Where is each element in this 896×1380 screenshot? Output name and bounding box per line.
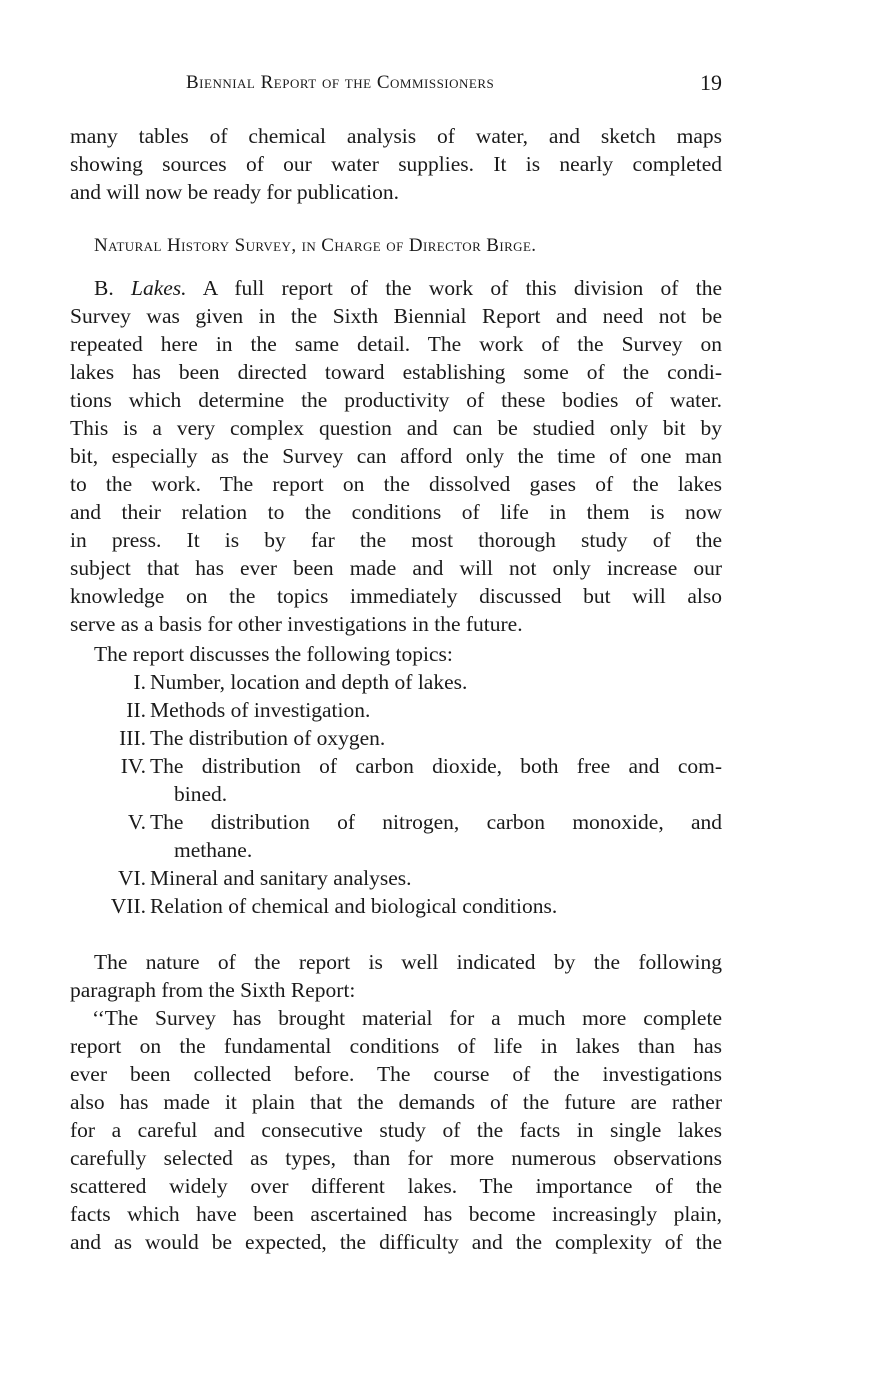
list-continuation: bined. [174,782,228,806]
page-number: 19 [700,70,722,95]
list-text: Relation of chemical and biological conditions. [150,894,558,918]
list-number: III. [119,726,146,750]
text-line: paragraph from the Sixth Report: [70,978,356,1002]
text-line [70,274,722,302]
text-line: to the work. The report on the dissolved gases of the lakes [70,472,722,496]
text-line: in press. It is by far the most thorough study of the [70,528,722,552]
quote-line: also has made it plain that the demands of the future are rather [70,1090,722,1114]
quote-line: scattered widely over different lakes. The importance of the [70,1174,722,1198]
text-line: knowledge on the topics immediately discussed but will also [70,584,722,608]
list-text: The distribution of nitrogen, carbon monoxide, and [150,810,722,834]
list-text: Methods of investigation. [150,698,371,722]
text-line: lakes has been directed toward establishing some of the condi- [70,360,722,384]
list-item [70,724,722,752]
lead-italic: Lakes. [131,276,187,300]
list-continuation: methane. [174,838,253,862]
list-item [70,864,722,892]
list-item [70,696,722,724]
section-heading: Natural History Survey, in Charge of Director Birge. [94,235,537,256]
quote-line: for a careful and consecutive study of the facts in single lakes [70,1118,722,1142]
text-line: tions which determine the productivity of these bodies of water. [70,388,722,412]
text-line: many tables of chemical analysis of water, and sketch maps [70,124,722,148]
running-head [70,70,722,102]
text-line: subject that has ever been made and will not only increase our [70,556,722,580]
text-line: This is a very complex question and can be studied only bit by [70,416,722,440]
list-item [70,892,722,920]
text-line: and will now be ready for publication. [70,180,399,204]
quote-line: carefully selected as types, than for more numerous observations [70,1146,722,1170]
lead-letter: B. [94,276,114,300]
quote-line: and as would be expected, the difficulty and the complexity of the [70,1230,722,1254]
list-text: The distribution of carbon dioxide, both free and com- [150,754,722,778]
list-item [70,752,722,780]
quote-line: facts which have been ascertained has become increasingly plain, [70,1202,722,1226]
topics-intro: The report discusses the following topics: [94,642,453,666]
text-line: repeated here in the same detail. The work of the Survey on [70,332,722,356]
list-text: Number, location and depth of lakes. [150,670,468,694]
list-number: VI. [117,866,146,890]
quote-line: report on the fundamental conditions of life in lakes than has [70,1034,722,1058]
list-number: VII. [110,894,146,918]
running-title: Biennial Report of the Commissioners [186,72,495,93]
text-line: bit, especially as the Survey can afford only the time of one man [70,444,722,468]
quote-line: ever been collected before. The course of the investigations [70,1062,722,1086]
list-text: The distribution of oxygen. [150,726,386,750]
list-number: IV. [120,754,146,778]
list-item [70,808,722,836]
list-text: Mineral and sanitary analyses. [150,866,412,890]
list-number: II. [126,698,146,722]
quote-line: ‘‘The Survey has brought material for a much more complete [92,1006,722,1030]
lead-rest: A full report of the work of this division of the [202,276,722,300]
list-item [70,668,722,696]
text-line: serve as a basis for other investigations in the future. [70,612,523,636]
list-number: I. [133,670,146,694]
text-line: showing sources of our water supplies. It is nearly completed [70,152,722,176]
text-line: and their relation to the conditions of life in them is now [70,500,722,524]
text-line: The nature of the report is well indicated by the following [94,950,722,974]
text-line: Survey was given in the Sixth Biennial Report and need not be [70,304,722,328]
list-number: V. [127,810,146,834]
